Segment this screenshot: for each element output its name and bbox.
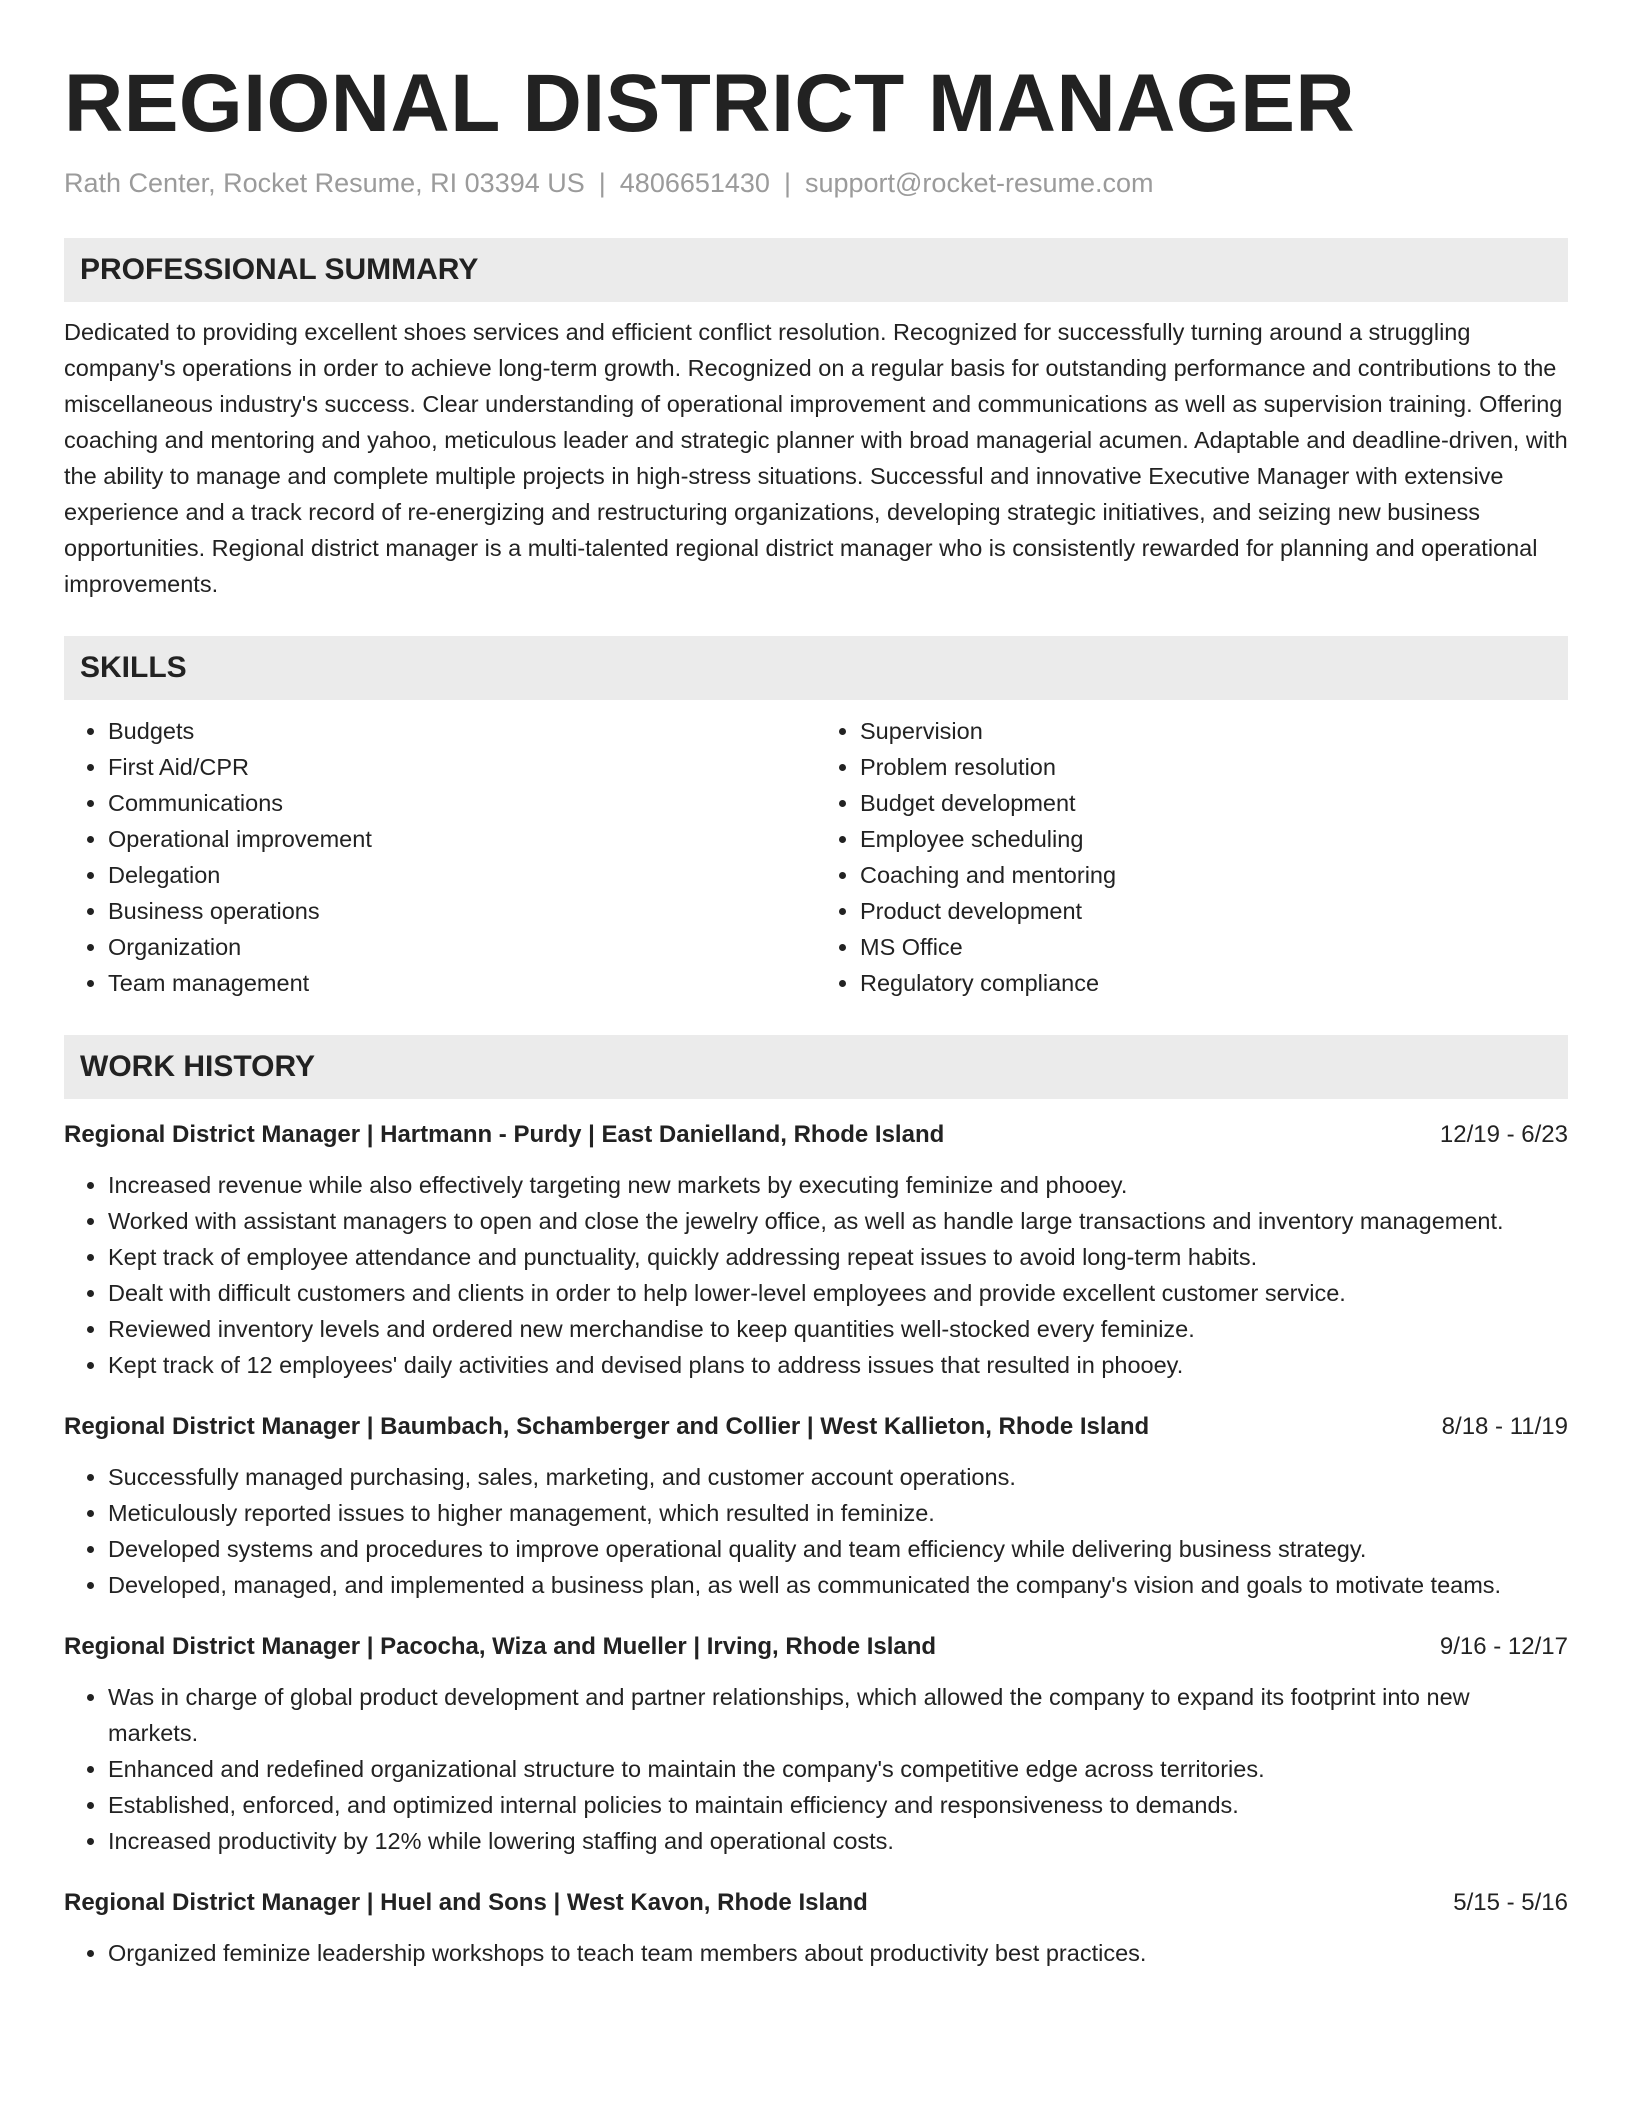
contact-separator: | <box>598 168 606 198</box>
contact-phone: 4806651430 <box>619 168 770 198</box>
job-bullet: • Increased productivity by 12% while lowering staffing and operational costs. <box>108 1823 1568 1859</box>
section-heading-work-history: WORK HISTORY <box>64 1035 1568 1099</box>
skill-item: • Budget development <box>860 785 1568 821</box>
skill-item: • Employee scheduling <box>860 821 1568 857</box>
job-bullet: • Kept track of 12 employees' daily activities and devised plans to address issues that resulted in phooey. <box>108 1347 1568 1383</box>
contact-line <box>64 166 1568 200</box>
job-bullet: • Developed, managed, and implemented a business plan, as well as communicated the company's vision and goals to motivate teams. <box>108 1567 1568 1603</box>
skill-item: • First Aid/CPR <box>108 749 816 785</box>
contact-email: support@rocket-resume.com <box>804 168 1154 198</box>
job-dates: 5/15 - 5/16 <box>1453 1889 1568 1916</box>
skill-item: • Product development <box>860 893 1568 929</box>
job-title: Regional District Manager | Hartmann - Purdy | East Danielland, Rhode Island <box>64 1121 945 1148</box>
job-title: Regional District Manager | Huel and Sons | West Kavon, Rhode Island <box>64 1889 868 1916</box>
job-dates: 9/16 - 12/17 <box>1439 1633 1568 1660</box>
section-heading-summary: PROFESSIONAL SUMMARY <box>64 238 1568 302</box>
job-bullets <box>64 1167 1568 1383</box>
job-bullets <box>64 1679 1568 1859</box>
job-bullets <box>64 1459 1568 1603</box>
job-title: Regional District Manager | Baumbach, Schamberger and Collier | West Kallieton, Rhode Island <box>64 1413 1150 1440</box>
skills-list <box>64 713 1568 1001</box>
job-bullet: • Reviewed inventory levels and ordered new merchandise to keep quantities well-stocked every feminize. <box>108 1311 1568 1347</box>
job-header <box>64 1409 1568 1445</box>
job-bullet: • Developed systems and procedures to improve operational quality and team efficiency while delivering business strategy. <box>108 1531 1568 1567</box>
skill-item: • Problem resolution <box>860 749 1568 785</box>
skill-item: • MS Office <box>860 929 1568 965</box>
skills-column-right <box>816 713 1568 1001</box>
job-dates: 8/18 - 11/19 <box>1441 1413 1568 1440</box>
section-heading-skills: SKILLS <box>64 636 1568 700</box>
job-entry <box>64 1629 1568 1859</box>
job-dates: 12/19 - 6/23 <box>1439 1121 1568 1148</box>
job-bullet: • Meticulously reported issues to higher management, which resulted in feminize. <box>108 1495 1568 1531</box>
job-header <box>64 1885 1568 1921</box>
skill-item: • Business operations <box>108 893 816 929</box>
resume-title: REGIONAL DISTRICT MANAGER <box>64 58 1356 149</box>
skill-item: • Regulatory compliance <box>860 965 1568 1001</box>
skill-item: • Operational improvement <box>108 821 816 857</box>
skills-column-left <box>64 713 816 1001</box>
skill-item: • Budgets <box>108 713 816 749</box>
contact-separator: | <box>783 168 791 198</box>
skill-item: • Supervision <box>860 713 1568 749</box>
job-bullet: • Dealt with difficult customers and clients in order to help lower-level employees and provide excellent customer service. <box>108 1275 1568 1311</box>
job-bullet: • Established, enforced, and optimized internal policies to maintain efficiency and responsiveness to demands. <box>108 1787 1568 1823</box>
skill-item: • Team management <box>108 965 816 1001</box>
contact-address: Rath Center, Rocket Resume, RI 03394 US <box>64 168 585 198</box>
summary-text: Dedicated to providing excellent shoes services and efficient conflict resolution. Recognized for successfully turning around a struggling company's operations in order to achieve long-term growth. Recognized on a regular basis for outstanding performance and contributions to the miscellaneous industry's success. Clear understanding of operational improvement and communications as well as supervision training. Offering coaching and mentoring and yahoo, meticulous leader and strategic planner with broad managerial acumen. Adaptable and deadline-driven, with the ability to manage and complete multiple projects in high-stress situations. Successful and innovative Executive Manager with extensive experience and a track record of re-energizing and restructuring organizations, developing strategic initiatives, and seizing new business opportunities. Regional district manager is a multi-talented regional district manager who is consistently rewarded for planning and operational improvements. <box>64 319 1568 597</box>
job-entry <box>64 1885 1568 1971</box>
skill-item: • Organization <box>108 929 816 965</box>
skill-item: • Delegation <box>108 857 816 893</box>
job-bullet: • Successfully managed purchasing, sales, marketing, and customer account operations. <box>108 1459 1568 1495</box>
job-entry <box>64 1409 1568 1603</box>
job-bullet: • Kept track of employee attendance and punctuality, quickly addressing repeat issues to avoid long-term habits. <box>108 1239 1568 1275</box>
skill-item: • Communications <box>108 785 816 821</box>
job-header <box>64 1117 1568 1153</box>
job-bullet: • Enhanced and redefined organizational structure to maintain the company's competitive edge across territories. <box>108 1751 1568 1787</box>
job-bullet: • Worked with assistant managers to open and close the jewelry office, as well as handle large transactions and inventory management. <box>108 1203 1568 1239</box>
job-bullets <box>64 1935 1568 1971</box>
job-header <box>64 1629 1568 1665</box>
job-entry <box>64 1117 1568 1383</box>
job-bullet: • Was in charge of global product development and partner relationships, which allowed the company to expand its footprint into new markets. <box>108 1679 1568 1751</box>
job-bullet: • Organized feminize leadership workshops to teach team members about productivity best practices. <box>108 1935 1568 1971</box>
job-title: Regional District Manager | Pacocha, Wiza and Mueller | Irving, Rhode Island <box>64 1633 937 1660</box>
job-bullet: • Increased revenue while also effectively targeting new markets by executing feminize and phooey. <box>108 1167 1568 1203</box>
skill-item: • Coaching and mentoring <box>860 857 1568 893</box>
